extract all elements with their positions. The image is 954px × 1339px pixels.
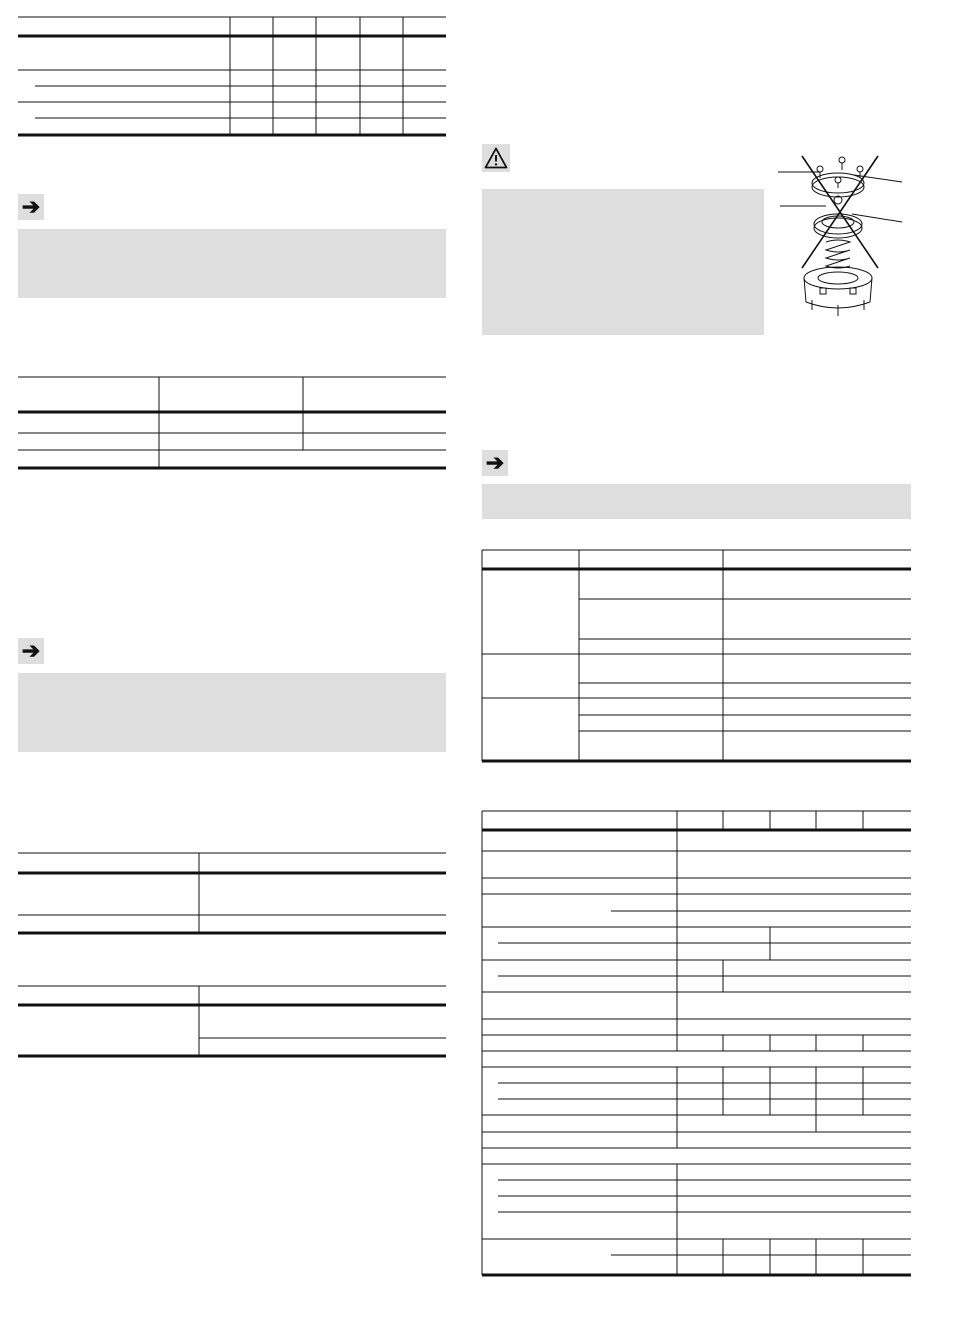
arrow-right-icon: ➔	[18, 194, 44, 220]
arrow-right-icon: ➔	[482, 450, 508, 476]
arrow-right-icon: ➔	[18, 638, 44, 664]
